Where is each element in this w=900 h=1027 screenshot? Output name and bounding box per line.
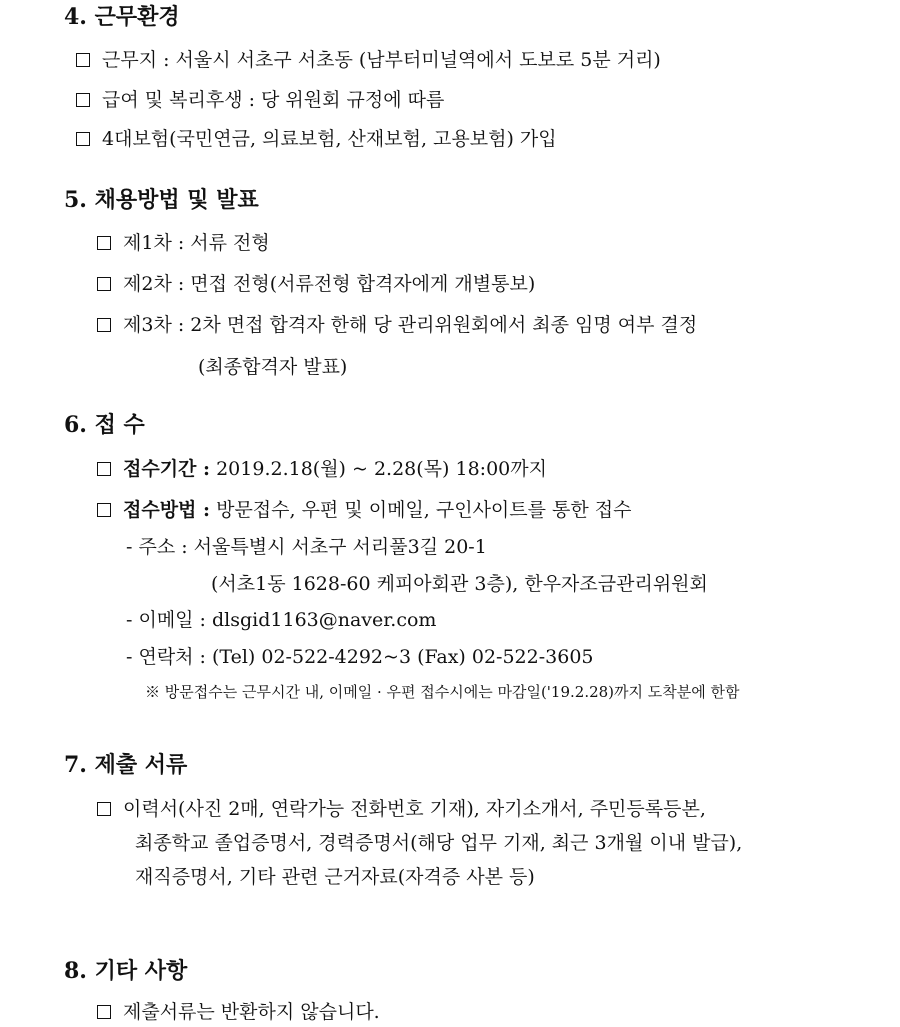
list-item-text: 제1차 : 서류 전형 xyxy=(123,232,270,254)
checkbox-icon xyxy=(76,93,90,107)
list-item-continuation: 최종학교 졸업증명서, 경력증명서(해당 업무 기재, 최근 3개월 이내 발급), xyxy=(135,832,743,854)
list-item xyxy=(97,313,697,337)
section-7-title: 7. 제출 서류 xyxy=(64,752,188,778)
checkbox-icon xyxy=(76,53,90,67)
list-item xyxy=(76,127,557,151)
list-item-text: 이력서(사진 2매, 연락가능 전화번호 기재), 자기소개서, 주민등록등본, xyxy=(123,798,706,820)
checkbox-icon xyxy=(97,318,111,332)
list-item xyxy=(97,457,547,481)
note-text: ※ 방문접수는 근무시간 내, 이메일 · 우편 접수시에는 마감일('19.2.28)까지 도착분에 한함 xyxy=(145,683,740,701)
method-value: 방문접수, 우편 및 이메일, 구인사이트를 통한 접수 xyxy=(210,499,632,521)
checkbox-icon xyxy=(97,1005,111,1019)
checkbox-icon xyxy=(97,462,111,476)
list-item-continuation: 재직증명서, 기타 관련 근거자료(자격증 사본 등) xyxy=(135,866,535,888)
list-item xyxy=(97,498,631,522)
list-item xyxy=(97,1000,380,1024)
list-item-text: 제출서류는 반환하지 않습니다. xyxy=(123,1001,380,1023)
period-label: 접수기간 : xyxy=(123,458,211,480)
section-6-title: 6. 접 수 xyxy=(64,412,145,438)
list-item xyxy=(97,231,270,255)
period-value: 2019.2.18(월) ~ 2.28(목) 18:00까지 xyxy=(210,458,547,480)
checkbox-icon xyxy=(97,503,111,517)
list-item xyxy=(97,797,706,821)
list-item-text: 제3차 : 2차 면접 합격자 한해 당 관리위원회에서 최종 임명 여부 결정 xyxy=(123,314,698,336)
list-item xyxy=(76,48,661,72)
section-8-title: 8. 기타 사항 xyxy=(64,958,188,984)
section-5-title: 5. 채용방법 및 발표 xyxy=(64,187,259,213)
method-label: 접수방법 : xyxy=(123,499,211,521)
list-item-continuation: (최종합격자 발표) xyxy=(198,356,348,378)
checkbox-icon xyxy=(97,277,111,291)
list-item-text: 근무지 : 서울시 서초구 서초동 (남부터미널역에서 도보로 5분 거리) xyxy=(102,49,661,71)
list-item xyxy=(76,88,444,112)
address-line: - 주소 : 서울특별시 서초구 서리풀3길 20-1 xyxy=(126,536,487,558)
section-4-title: 4. 근무환경 xyxy=(64,4,180,30)
contact-line: - 연락처 : (Tel) 02-522-4292~3 (Fax) 02-522-3605 xyxy=(126,646,594,668)
checkbox-icon xyxy=(97,802,111,816)
list-item-text: 4대보험(국민연금, 의료보험, 산재보험, 고용보험) 가입 xyxy=(102,128,557,150)
checkbox-icon xyxy=(97,236,111,250)
list-item xyxy=(97,272,535,296)
list-item-text: 제2차 : 면접 전형(서류전형 합격자에게 개별통보) xyxy=(123,273,536,295)
address-continuation: (서초1동 1628-60 케피아회관 3층), 한우자조금관리위원회 xyxy=(211,573,708,595)
list-item-text: 급여 및 복리후생 : 당 위원회 규정에 따름 xyxy=(102,89,445,111)
email-line: - 이메일 : dlsgid1163@naver.com xyxy=(126,609,437,631)
checkbox-icon xyxy=(76,132,90,146)
